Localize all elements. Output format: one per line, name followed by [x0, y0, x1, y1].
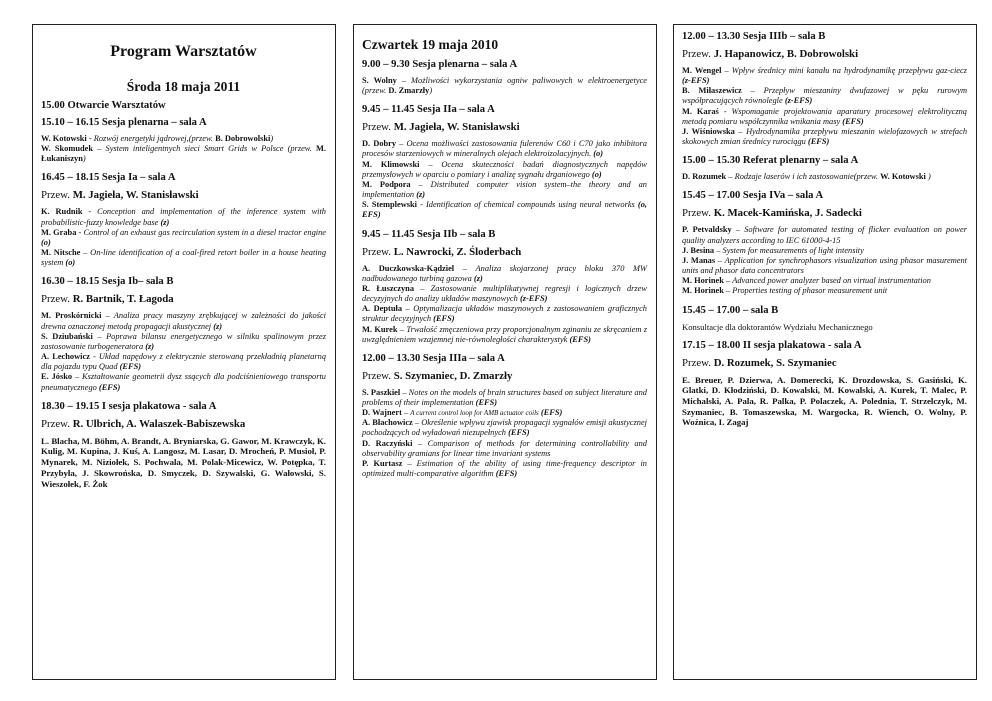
talk-title: Conception and implementation of the inference system with probabilistic-fuzzy knowledge base — [41, 207, 326, 227]
talk-tag: (z-EFS) — [519, 294, 548, 304]
talk-tag: (z-EFS) — [682, 76, 710, 86]
talk-title: Hydrodynamika przepływu mieszanin wielofazowych w strefach skokowych zmian średnicy rurociągu — [682, 126, 968, 147]
talk-chair: D. Zmarzły — [388, 86, 430, 96]
talk-author: M. Horinek — [682, 276, 724, 286]
talk-list — [362, 139, 647, 220]
talk-list — [682, 66, 967, 147]
day-heading: Środa 18 maja 2011 — [126, 79, 241, 94]
talk-entry: D. Dobry – Ocena możliwości zastosowania fulerenów C60 i C70 jako inhibitora procesów starzeniowych w mineralnych olejach elektroizolacyjnych. (o) — [362, 139, 647, 159]
talk-tag: (EFS) — [433, 314, 455, 324]
talk-author: A. Duczkowska-Kądziel — [362, 263, 455, 273]
talk-title: Identification of chemical compounds using neural networks — [425, 200, 635, 210]
talk-title: Comparison of methods for determining controllability and observability gramians for linear time invariant systems — [362, 438, 647, 458]
talk-list — [41, 134, 326, 164]
talk-title: Układ napędowy z elektrycznie sterowaną przekładnią planetarną dla pojazdu typu Quad — [41, 352, 327, 372]
talk-entry: D. Raczyński – Comparison of methods for determining controllability and observability gramians for linear time invariant systems — [362, 438, 647, 458]
talk-list — [41, 207, 326, 268]
session-chair: Przew. J. Hapanowicz, B. Dobrowolski — [682, 48, 859, 60]
talk-author: S. Wolny — [362, 76, 397, 85]
talk-author: W. Kotowski — [41, 134, 87, 143]
session-heading: 15.45 – 17.00 – sala B — [682, 304, 779, 316]
talk-list — [682, 225, 967, 296]
talk-author: D. Wajnert — [362, 408, 402, 418]
talk-tag: (z) — [416, 190, 426, 200]
session-heading: 16.45 – 18.15 Sesja Ia – sala A — [41, 172, 176, 184]
talk-entry: M. Horinek – Properties testing of phasor measurement unit — [682, 286, 888, 296]
talk-tag: (EFS) — [119, 362, 142, 372]
talk-entry: A. Deptuła – Optymalizacja układów maszynowych z zastosowaniem graficznych struktur decyzyjnych (EFS) — [362, 304, 647, 324]
talk-entry: J. Manas – Application for synchrophasors visualization using phasor masurement units and phasor data concentrators — [682, 255, 968, 276]
talk-entry: R. Łuszczyna – Zastosowanie multiplikatywnej regresji i logicznych drzew decyzyjnych do analizy układów maszynowych (z-EFS) — [362, 283, 647, 304]
talk-author: M. Wengel — [682, 66, 722, 75]
talk-author: J. Besina — [682, 245, 715, 255]
talk-tag: (o) — [591, 169, 602, 179]
talk-title: Ocena możliwości zastosowania fulerenów C60 i C70 jako inhibitora procesów starzeniowych w mineralnych olejach elektroizolacyjnych. — [362, 139, 647, 159]
talk-entry: W. Kotowski - Rozwój energetyki jądrowej,(przew. B. Dobrowolski) — [41, 134, 274, 143]
talk-entry: E. Jósko – Kształtowanie geometrii dysz ssących dla podciśnieniowego transportu pneumatycznego (EFS) — [41, 372, 326, 392]
talk-author: M. Graba — [41, 227, 77, 237]
program-title: Program Warsztatów — [110, 43, 257, 60]
talk-title: Control of an exhaust gas recirculation system in a diesel tractor engine — [83, 227, 327, 237]
talk-title: Analiza skojarzonej pracy bloku 370 MW nadbudowanego turbiną gazowa — [362, 263, 647, 283]
talk-chair: W. Kotowski — [880, 172, 926, 182]
talk-entry: M. Karaś - Wspomaganie projektowania aparatury procesowej elektrolityczną metodą pomiaru współczynnika wnikania masy (EFS) — [682, 106, 967, 126]
talk-entry: M. Kurek – Trwałość zmęczeniowa przy proporcjonalnym zginaniu ze skręcaniem z uwzględnieniem wzajemnej nie-równoległości charakterystyk (EFS) — [362, 324, 647, 344]
talk-entry: B. Miłaszewicz – Przepływ mieszaniny dwufazowej w pęku rurowym współpracujących równolegle (z-EFS) — [682, 86, 967, 106]
session-chair: Przew. R. Ulbrich, A. Walaszek-Babiszewska — [41, 417, 246, 430]
talk-author: D. Rozumek — [682, 172, 727, 182]
session-heading: 15.10 – 16.15 Sesja plenarna – sala A — [41, 117, 207, 128]
session-heading: 17.15 – 18.00 II sesja plakatowa - sala A — [682, 339, 862, 351]
talk-list — [41, 311, 326, 392]
column-thursday — [353, 24, 657, 680]
talk-author: M. Horinek — [682, 286, 724, 296]
talk-title: Analiza pracy maszyny zrębkującej w zależności do jakości drewna oznaczonej metodą propagacji akustycznej — [41, 311, 326, 331]
talk-tag: (z-EFS) — [784, 96, 813, 106]
poster-authors: L. Blacha, M. Böhm, A. Brandt, A. Bryniarska, G. Gawor, M. Krawczyk, K. Kulig, M. Kupina, J. Kuś, A. Langosz, M. Lasar, D. Mrocheń, P. Musioł, P. Mynarek, M. Niziołek, S. Pochwala, M. Polak-Micewicz, W. Potępka, T. Przybyła, J. Skowrońska, D. Smyczek, D. Szywalski, G. Wałowski, S. Wieszołek, F. Żok — [41, 435, 326, 489]
talk-title: Poprawa bilansu energetycznego w silniku spalinowym przez zastosowanie turbogeneratora — [41, 331, 327, 351]
session-heading: 15.45 – 17.00 Sesja IVa – sala A — [682, 190, 824, 202]
talk-entry: M. Wengel – Wpływ średnicy mini kanału na hydrodynamikę przepływu gaz-ciecz (z-EFS) — [682, 66, 967, 86]
session-chair: Przew. K. Macek-Kamińska, J. Sadecki — [682, 207, 862, 220]
session-chair: Przew. L. Nawrocki, Z. Śloderbach — [362, 245, 522, 258]
talk-tag: (z) — [213, 321, 223, 331]
talk-entry: J. Wiśniowska – Hydrodynamika przepływu mieszanin wielofazowych w strefach skokowych zmian średnicy rurociągu (EFS) — [682, 126, 968, 147]
session-heading: 15.00 Otwarcie Warsztatów — [41, 100, 166, 111]
talk-tag: (EFS) — [540, 408, 563, 418]
talk-entry: M. Horinek – Advanced power analyzer based on virtual instrumentation — [682, 276, 931, 286]
talk-author: M. Podpora — [362, 179, 411, 189]
session-chair: Przew. M. Jagieła, W. Stanisławski — [41, 189, 199, 202]
chair-suffix: ) — [82, 154, 86, 164]
session-chair: Przew. M. Jagieła, W. Stanisławski — [362, 121, 520, 134]
talk-tag: (EFS) — [508, 428, 530, 438]
talk-list — [362, 76, 647, 96]
talk-title: A current control loop for AMB actuator coils — [410, 409, 539, 418]
chair-suffix: ) — [429, 86, 433, 96]
session-heading: 9.45 – 11.45 Sesja IIb – sala B — [362, 228, 496, 240]
session-heading: 9.45 – 11.45 Sesja IIa – sala A — [362, 104, 495, 116]
session-heading: 12.00 – 13.30 Sesja IIIb – sala B — [682, 31, 826, 42]
talk-title: Advanced power analyzer based on virtual instrumentation — [732, 276, 931, 286]
talk-title: Trwałość zmęczeniowa przy proporcjonalnym zginaniu ze skręcaniem z uwzględnieniem wzajemnej nie-równoległości charakterystyk — [362, 324, 647, 344]
poster-authors: E. Breuer, P. Dzierwa, A. Domerecki, K. Drozdowska, S. Gasiński, K. Glatki, D. Kłodziński, D. Kowalski, M. Kowalski, A. Kurek, T. Malec, P. Michalski, A. Pala, R. Palka, P. Polaczek, A. Polednia, T. Strzelczyk, M. Szymaniec, B. Tomaszewska, M. Wargocka, R. Wiench, O. Wolny, P. Woźnica, I. Zagaj — [682, 374, 967, 428]
talk-title: Możliwości wykorzystania ogniw paliwowych w elektroenergetyce (przew. — [362, 76, 648, 96]
talk-title: Rozwój energetyki jądrowej, — [93, 134, 189, 143]
column-thursday-continued — [673, 24, 977, 680]
talk-entry: K. Rudnik - Conception and implementation of the inference system with probabilistic-fuzzy knowledge base (z) — [41, 207, 326, 227]
talk-author: P. Kurtasz — [362, 458, 403, 468]
talk-tag: (z) — [473, 273, 483, 283]
talk-tag: (EFS) — [475, 397, 498, 407]
session-heading: 12.00 – 13.30 Sesja IIIa – sala A — [362, 352, 505, 364]
talk-title: Określenie wpływu zjawisk propagacji sygnałów emisji akustycznej pochodzących od wyładowań niezupełnych — [362, 418, 647, 438]
talk-author: A. Deptuła — [362, 304, 403, 314]
talk-entry: S. Wolny – Możliwości wykorzystania ogniw paliwowych w elektroenergetyce (przew. D. Zmarzły) — [362, 76, 648, 96]
day-heading: Czwartek 19 maja 2010 — [362, 37, 499, 52]
talk-author: P. Petvaldsky — [682, 225, 732, 235]
talk-tag: (EFS) — [842, 116, 864, 126]
session-heading: 18.30 – 19.15 I sesja plakatowa - sala A — [41, 400, 217, 412]
talk-entry: M. Podpora – Distributed computer vision system–the theory and an implementation (z) — [362, 179, 647, 200]
talk-author: S. Dziubański — [41, 331, 93, 341]
talk-title: Wpływ średnicy mini kanału na hydrodynamikę przepływu gaz-ciecz — [731, 66, 967, 75]
talk-author: D. Dobry — [362, 139, 397, 149]
talk-entry: M. Graba - Control of an exhaust gas recirculation system in a diesel tractor engine (o) — [41, 227, 327, 247]
talk-tag: (o) — [65, 258, 76, 268]
talk-author: W. Skomudek — [41, 144, 94, 154]
talk-author: M. Karaś — [682, 106, 719, 116]
talk-list — [362, 264, 647, 345]
talk-tag: (z) — [160, 217, 170, 227]
talk-title: Notes on the models of brain structures based on subject literature and problems of their implementation — [362, 387, 647, 407]
chair-prefix: (przew. — [853, 172, 881, 182]
chair-suffix: ) — [925, 172, 931, 182]
chair-suffix: ) — [270, 134, 274, 143]
talk-author: J. Manas — [682, 255, 716, 265]
talk-tag: (o) — [593, 149, 604, 159]
talk-title: Optymalizacja układów maszynowych z zastosowaniem graficznych struktur decyzyjnych — [362, 304, 647, 324]
talk-chair: B. Dobrowolski — [215, 134, 271, 143]
talk-author: J. Wiśniowska — [682, 126, 735, 136]
talk-entry: S. Stemplewski - Identification of chemical compounds using neural networks (o, EFS) — [362, 200, 647, 220]
talk-title: Kształtowanie geometrii dysz ssących dla podciśnieniowego transportu pneumatycznego — [41, 372, 326, 392]
talk-entry: P. Petvaldsky – Software for automated testing of flicker evaluation on power quality analyzers according to IEC 61000-4-15 — [682, 225, 967, 245]
chair-prefix: (przew. — [188, 134, 216, 143]
talk-tag: (o) — [41, 237, 51, 247]
talk-author: S. Stemplewski — [362, 200, 417, 210]
talk-entry: W. Skomudek – System inteligentnych sieci Smart Grids w Polsce (przew. M. Łukaniszyn) — [41, 144, 326, 164]
talk-tag: (o, EFS) — [362, 200, 647, 220]
column-wednesday — [32, 24, 336, 680]
talk-entry: M. Nitsche – On-line identification of a coal-fired retort boiler in a house heating system (o) — [41, 248, 327, 268]
talk-author: R. Łuszczyna — [362, 283, 415, 293]
talk-entry: A. Duczkowska-Kądziel – Analiza skojarzonej pracy bloku 370 MW nadbudowanego turbiną gazowa (z) — [362, 263, 647, 283]
talk-author: M. Nitsche — [41, 248, 81, 258]
talk-tag: (EFS) — [495, 469, 518, 479]
talk-tag: (EFS) — [569, 334, 591, 344]
talk-title: Application for synchrophasors visualization using phasor masurement units and phasor data concentrators — [682, 255, 968, 276]
talk-entry: A. Błachowicz – Określenie wpływu zjawisk propagacji sygnałów emisji akustycznej pochodzących od wyładowań niezupełnych (EFS) — [362, 418, 647, 438]
talk-author: D. Raczyński — [362, 438, 413, 448]
talk-title: Przepływ mieszaniny dwufazowej w pęku rurowym współpracujących równolegle — [682, 86, 967, 106]
session-note: Konsultacje dla doktorantów Wydziału Mechanicznego — [682, 321, 873, 332]
talk-tag: (z) — [145, 341, 155, 351]
talk-entry: P. Kurtasz – Estimation of the ability of using time-frequency descriptor in optimized multi-comparative algorithm (EFS) — [362, 458, 647, 479]
talk-title: On-line identification of a coal-fired retort boiler in a house heating system — [41, 248, 327, 268]
session-heading: 15.00 – 15.30 Referat plenarny – sala A — [682, 155, 859, 167]
talk-title: Ocena skuteczności badań diagnostycznych napędów przemysłowych w oparciu o pomiary i analizę sygnału drganiowego — [362, 159, 647, 179]
talk-title: System inteligentnych sieci Smart Grids w Polsce — [105, 144, 284, 154]
talk-entry: S. Paszkiel – Notes on the models of brain structures based on subject literature and problems of their implementation (EFS) — [362, 387, 647, 407]
talk-entry: A. Lechowicz - Układ napędowy z elektrycznie sterowaną przekładnią planetarną dla pojazdu typu Quad (EFS) — [41, 352, 327, 372]
talk-author: E. Jósko — [41, 372, 73, 382]
talk-title: System for measurements of light intensity — [722, 245, 864, 255]
talk-entry: M. Klimowski – Ocena skuteczności badań diagnostycznych napędów przemysłowych w oparciu o pomiary i analizę sygnału drganiowego (o) — [362, 159, 647, 179]
talk-list — [362, 388, 647, 479]
talk-chair: M. Łukaniszyn — [41, 144, 326, 164]
session-chair: Przew. S. Szymaniec, D. Zmarzły — [362, 369, 513, 382]
session-chair: Przew. D. Rozumek, S. Szymaniec — [682, 356, 837, 369]
talk-entry: J. Besina – System for measurements of light intensity — [682, 245, 864, 255]
talk-entry: S. Dziubański – Poprawa bilansu energetycznego w silniku spalinowym przez zastosowanie turbogeneratora (z) — [41, 331, 327, 351]
talk-title: Rodzaje laserów i ich zastosowanie — [734, 172, 854, 182]
session-heading: 16.30 – 18.15 Sesja Ib– sala B — [41, 276, 174, 288]
talk-title: Zastosowanie multiplikatywnej regresji i logicznych drzew decyzyjnych do analizy układów maszynowych — [362, 283, 647, 304]
session-heading: 9.00 – 9.30 Sesja plenarna – sala A — [362, 59, 518, 70]
chair-prefix: (przew. — [283, 144, 316, 154]
talk-title: Estimation of the ability of using time-frequency descriptor in optimized multi-comparative algorithm — [362, 458, 647, 479]
talk-title: Distributed computer vision system–the theory and an implementation — [362, 179, 647, 200]
talk-author: S. Paszkiel — [362, 387, 401, 397]
talk-tag: (EFS) — [807, 137, 830, 147]
session-chair: Przew. R. Bartnik, T. Łagoda — [41, 293, 174, 306]
talk-author: M. Klimowski — [362, 159, 420, 169]
talk-author: A. Lechowicz — [41, 352, 90, 362]
talk-author: A. Błachowicz — [362, 418, 413, 428]
talk-title: Software for automated testing of flicker evaluation on power quality analyzers according to IEC 61000-4-15 — [682, 225, 967, 245]
talk-entry: D. Rozumek – Rodzaje laserów i ich zastosowanie(przew. W. Kotowski ) — [682, 172, 931, 182]
talk-title: Wspomaganie projektowania aparatury procesowej elektrolityczną metodą pomiaru współczynnika wnikania masy — [682, 106, 967, 126]
talk-entry: M. Proskórnicki – Analiza pracy maszyny zrębkującej w zależności do jakości drewna oznaczonej metodą propagacji akustycznej (z) — [41, 311, 326, 331]
talk-author: M. Kurek — [362, 324, 398, 334]
talk-title: Properties testing of phasor measurement unit — [732, 286, 888, 296]
talk-list — [682, 172, 967, 182]
talk-author: M. Proskórnicki — [41, 311, 102, 321]
talk-author: K. Rudnik — [41, 207, 83, 217]
talk-tag: (EFS) — [98, 382, 121, 392]
talk-entry: D. Wajnert – A current control loop for AMB actuator coils (EFS) — [362, 408, 563, 418]
talk-author: B. Miłaszewicz — [682, 86, 742, 96]
